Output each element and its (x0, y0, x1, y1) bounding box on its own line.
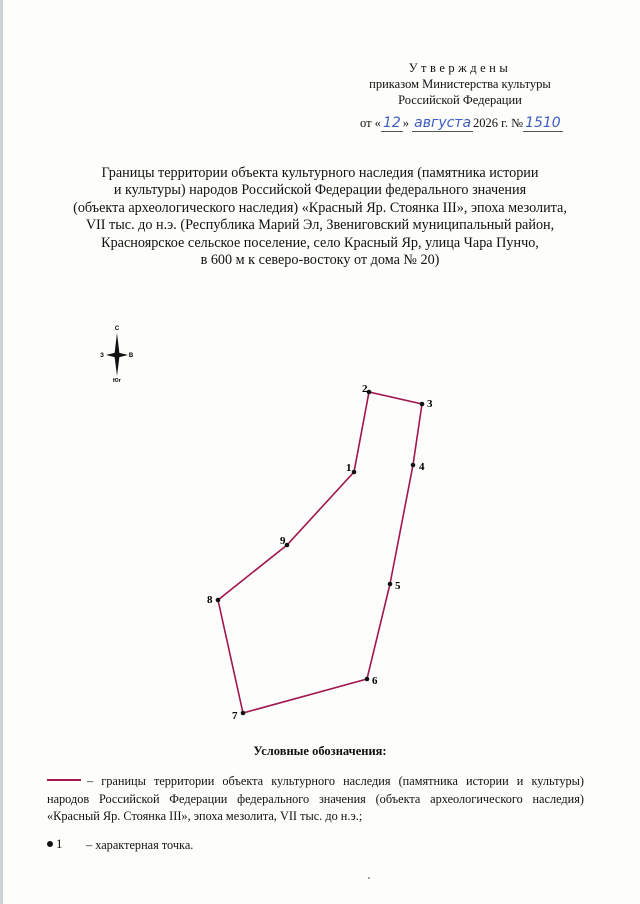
compass-west-label: З (100, 353, 104, 359)
boundary-layer (207, 383, 433, 722)
boundary-point-3 (420, 402, 425, 407)
boundary-point-label-8: 8 (207, 594, 213, 606)
boundary-point-4 (411, 463, 416, 468)
title-line: Красноярское сельское поселение, село Красный Яр, улица Чара Пунчо, (101, 234, 539, 251)
boundary-point-label-7: 7 (232, 710, 238, 722)
boundary-point-label-4: 4 (419, 461, 425, 473)
boundary-point-1 (352, 470, 357, 475)
boundary-point-label-3: 3 (427, 398, 433, 410)
boundary-point-7 (241, 711, 246, 716)
compass-rose-icon (100, 326, 134, 384)
date-year: 2026 г. № (473, 116, 524, 130)
boundary-point-label-5: 5 (395, 580, 401, 592)
title-line: VII тыс. до н.э. (Республика Марий Эл, Звениговский муниципальный район, (85, 217, 555, 234)
scan-speck (368, 877, 370, 879)
boundary-point-label-2: 2 (362, 383, 368, 395)
compass-south-label: Юг (113, 378, 121, 384)
approval-heading: Утверждены (408, 61, 512, 75)
legend-heading: Условные обозначения: (253, 744, 387, 758)
title-line: Границы территории объекта культурного наследия (памятника истории (101, 165, 539, 181)
date-mid: » (402, 116, 410, 130)
compass-east-label: В (128, 353, 134, 359)
compass-north-label: С (114, 326, 120, 332)
boundary-point-label-1: 1 (346, 462, 352, 474)
date-day: 12 (382, 115, 401, 131)
legend-point-dot-icon (47, 841, 53, 847)
boundary-point-label-9: 9 (280, 535, 286, 547)
date-prefix: от « (360, 116, 381, 130)
title-line: и культуры) народов Российской Федерации федерального значения (113, 182, 527, 199)
legend-point-number: 1 (56, 836, 63, 851)
title-line: (объекта археологического наследия) «Красный Яр. Стоянка III», эпоха мезолита, (73, 199, 567, 216)
boundary-point-8 (216, 598, 221, 603)
title-line: в 600 м к северо-востоку от дома № 20) (200, 252, 440, 269)
approval-ministry: приказом Министерства культуры (369, 77, 551, 91)
boundary-point-6 (365, 677, 370, 682)
boundary-point-label-6: 6 (372, 675, 378, 687)
date-month: августа (414, 115, 472, 131)
boundary-point-5 (388, 582, 393, 587)
legend-point-description: – характерная точка. (86, 838, 194, 852)
legend-boundary-description: – границы территории объекта культурного наследия (памятника истории и культуры) народов Российской Федерации федерального значения (объекта археологического наследия) «Красный Яр. Стоянка III», эпоха мезолита, VII тыс. до н.э.; (47, 774, 584, 823)
boundary-polygon (218, 392, 422, 713)
order-number: 1510 (525, 115, 561, 131)
approval-federation: Российской Федерации (398, 93, 522, 107)
